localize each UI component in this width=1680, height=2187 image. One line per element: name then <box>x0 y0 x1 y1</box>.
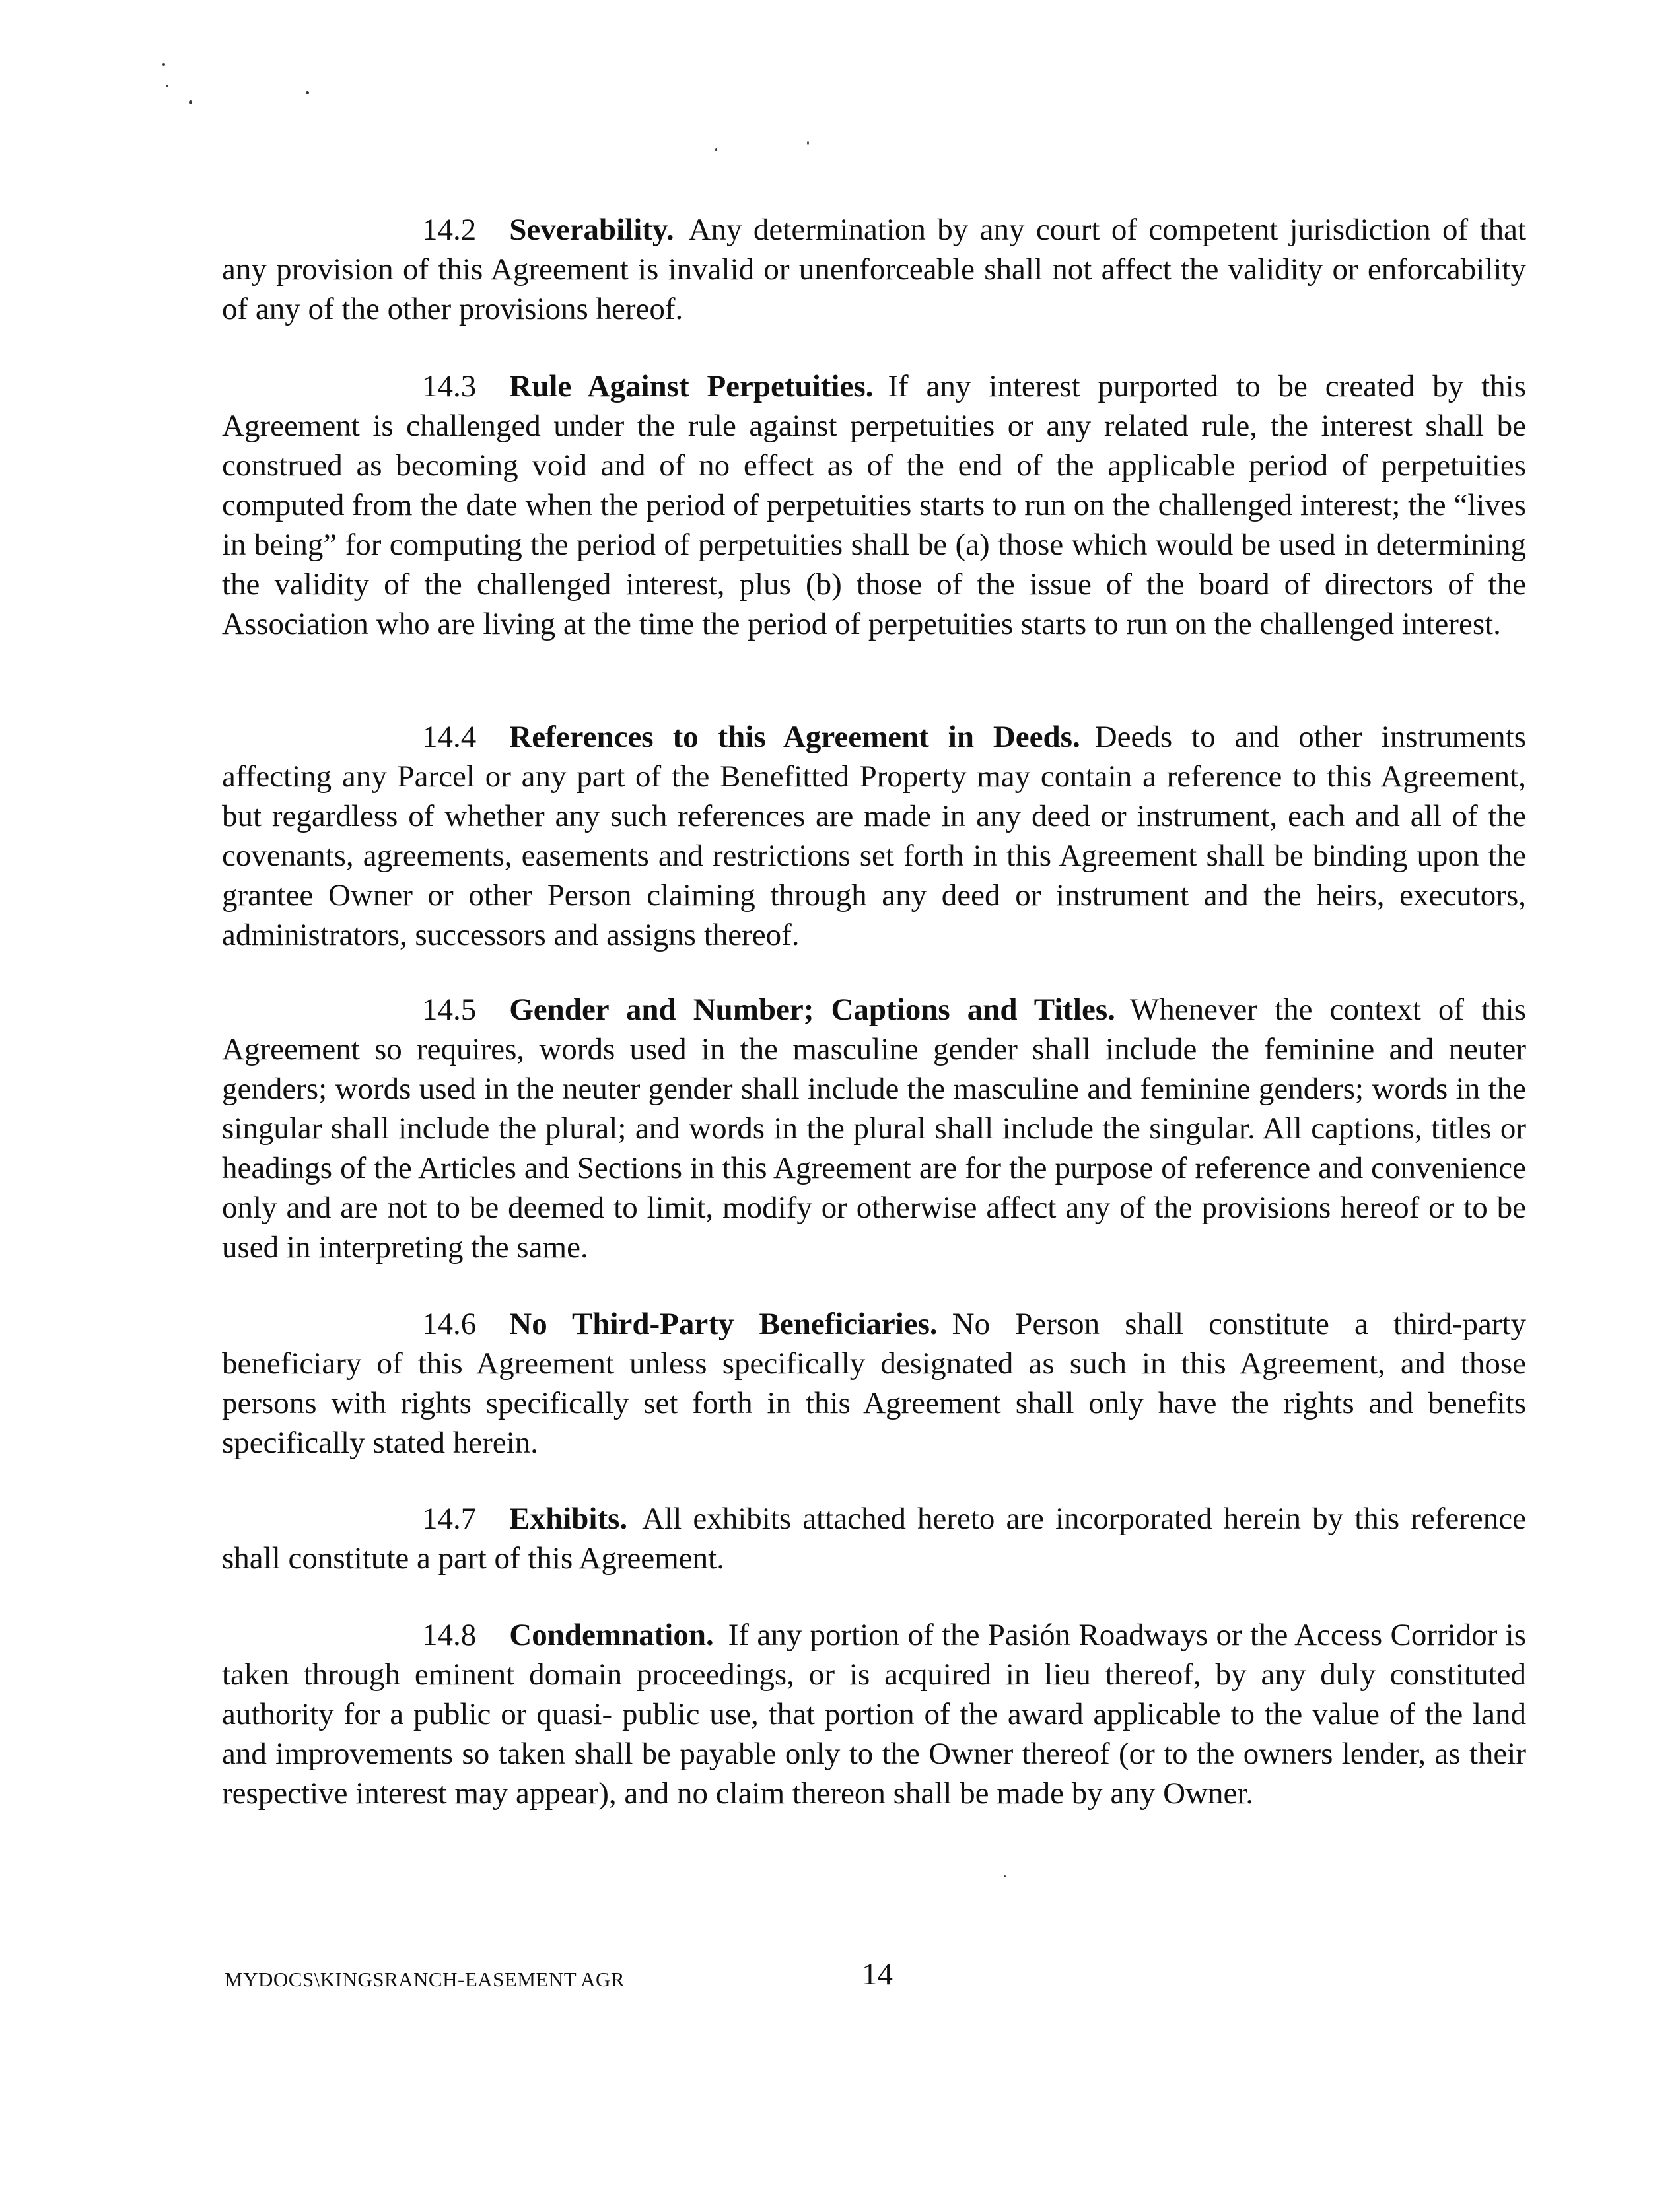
section-title: References to this Agreement in Deeds. <box>509 720 1080 754</box>
section-14-4 <box>222 717 1526 955</box>
footer-page-number: 14 <box>862 1957 893 1992</box>
section-number: 14.6 <box>422 1307 477 1341</box>
section-title: Condemnation. <box>509 1618 714 1652</box>
section-body: No Person shall constitute a third-party beneficiary of this Agreement unless specifically designated as such in this Agreement, and those persons with rights specifically set forth in this Agreement shall only have the rights and benefits specifically stated herein. <box>222 1307 1527 1460</box>
section-14-8 <box>222 1615 1526 1813</box>
section-14-7 <box>222 1499 1526 1578</box>
section-body: If any portion of the Pasión Roadways or the Access Corridor is taken through eminent domain proceedings, or is acquired in lieu thereof, by any duly constituted authority for a public or quasi- public use, that portion of the award applicable to the value of the land and improvements so taken shall be payable only to the Owner thereof (or to the owners lender, as their respective interest may appear), and no claim thereon shall be made by any Owner. <box>222 1618 1526 1811</box>
scan-speck <box>162 63 165 66</box>
scan-speck <box>1004 1875 1006 1877</box>
section-body: Deeds to and other instruments affecting any Parcel or any part of the Benefitted Property may contain a reference to this Agreement, but regardless of whether any such references are made in any deed or instrument, each and all of the covenants, agreements, easements and restrictions set forth in this Agreement shall be binding upon the grantee Owner or other Person claiming through any deed or instrument and the heirs, executors, administrators, successors and assigns thereof. <box>222 720 1526 952</box>
section-14-5 <box>222 990 1526 1267</box>
section-body: Whenever the context of this Agreement so requires, words used in the masculine gender shall include the feminine and neuter genders; words used in the neuter gender shall include the masculine and feminine genders; words in the singular shall include the plural; and words in the plural shall include the singular. All captions, titles or headings of the Articles and Sections in this Agreement are for the purpose of reference and convenience only and are not to be deemed to limit, modify or otherwise affect any of the provisions hereof or to be used in interpreting the same. <box>222 992 1526 1265</box>
section-title: Gender and Number; Captions and Titles. <box>509 992 1115 1027</box>
scan-speck <box>807 141 809 145</box>
section-number: 14.8 <box>422 1618 477 1652</box>
section-14-2 <box>222 210 1526 329</box>
section-title: Severability. <box>509 213 674 247</box>
section-number: 14.5 <box>422 992 477 1027</box>
section-number: 14.7 <box>422 1502 477 1536</box>
section-body: All exhibits attached hereto are incorporated herein by this reference shall constitute a part of this Agreement. <box>222 1502 1526 1576</box>
scan-speck <box>306 91 309 94</box>
scan-speck <box>189 100 192 104</box>
section-14-3 <box>222 366 1526 644</box>
section-title: No Third-Party Beneficiaries. <box>509 1307 938 1341</box>
footer-document-reference: MYDOCS\KINGSRANCH-EASEMENT AGR <box>225 1968 625 1991</box>
scan-speck <box>166 85 168 87</box>
section-title: Rule Against Perpetuities. <box>509 369 874 403</box>
section-title: Exhibits. <box>509 1502 628 1536</box>
section-number: 14.2 <box>422 213 477 247</box>
section-number: 14.4 <box>422 720 477 754</box>
section-number: 14.3 <box>422 369 477 403</box>
section-14-6 <box>222 1304 1526 1463</box>
section-body: If any interest purported to be created by this Agreement is challenged under the rule against perpetuities or any related rule, the interest shall be construed as becoming void and of no effect as of the end of the applicable period of perpetuities computed from the date when the period of perpetuities starts to run on the challenged interest; the “lives in being” for computing the period of perpetuities shall be (a) those which would be used in determining the validity of the challenged interest, plus (b) those of the issue of the board of directors of the Association who are living at the time the period of perpetuities starts to run on the challenged interest. <box>222 369 1527 641</box>
scan-speck <box>715 148 717 151</box>
section-body: Any determination by any court of competent jurisdiction of that any provision of this Agreement is invalid or unenforceable shall not affect the validity or enforcability of any of the other provisions hereof. <box>222 213 1526 326</box>
